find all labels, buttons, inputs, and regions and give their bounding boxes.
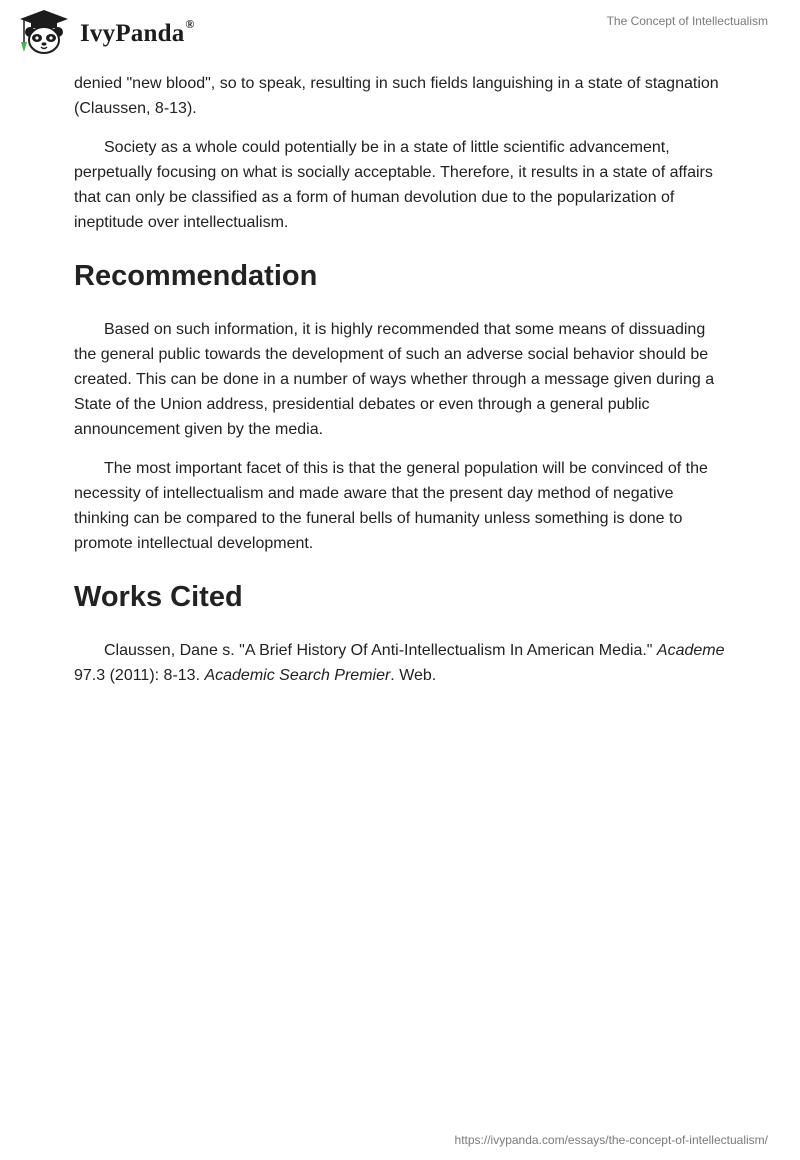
citation-database: Academic Search Premier bbox=[204, 667, 391, 684]
citation-lead: Claussen, Dane s. "A Brief History Of Anti-Intellectualism In American Media." bbox=[104, 642, 653, 659]
brand-name-text: IvyPanda bbox=[80, 20, 185, 47]
page-header bbox=[0, 0, 800, 64]
citation-tail: . Web. bbox=[390, 667, 437, 684]
document-title: The Concept of Intellectualism bbox=[606, 14, 768, 28]
paragraph-recommendation-1: Based on such information, it is highly recommended that some means of dissuading the general public towards the development of such an adverse social behavior should be created. This can be done in a number of ways whether through a message given during a State of the Union address, presidential debates or even through a general public announcement given by the media. bbox=[74, 321, 715, 438]
paragraph-society: Society as a whole could potentially be in a state of little scientific advancement, perpetually focusing on what is socially acceptable. Therefore, it results in a state of affairs that can only be classified as a form of human devolution due to the popularization of ineptitude over intellectualism. bbox=[74, 139, 713, 231]
citation-journal: Academe bbox=[656, 642, 725, 659]
registered-mark: ® bbox=[185, 16, 195, 31]
citation-entry bbox=[74, 638, 726, 688]
footer-url-link[interactable]: https://ivypanda.com/essays/the-concept-of-intellectualism/ bbox=[454, 1133, 768, 1147]
citation-details: 97.3 (2011): 8-13. bbox=[74, 667, 205, 684]
essay-content bbox=[74, 71, 726, 702]
brand-logo[interactable] bbox=[16, 8, 195, 56]
paragraph-continued: denied "new blood", so to speak, resulting in such fields languishing in a state of stagnation (Claussen, 8-13). bbox=[74, 75, 719, 117]
heading-works-cited: Works Cited bbox=[74, 581, 243, 613]
heading-recommendation: Recommendation bbox=[74, 260, 318, 292]
brand-name bbox=[80, 16, 195, 48]
panda-graduate-icon bbox=[16, 8, 72, 56]
paragraph-recommendation-2: The most important facet of this is that the general population will be convinced of the necessity of intellectualism and made aware that the present day method of negative thinking can be compared to the funeral bells of humanity unless something is done to promote intellectual development. bbox=[74, 460, 708, 552]
